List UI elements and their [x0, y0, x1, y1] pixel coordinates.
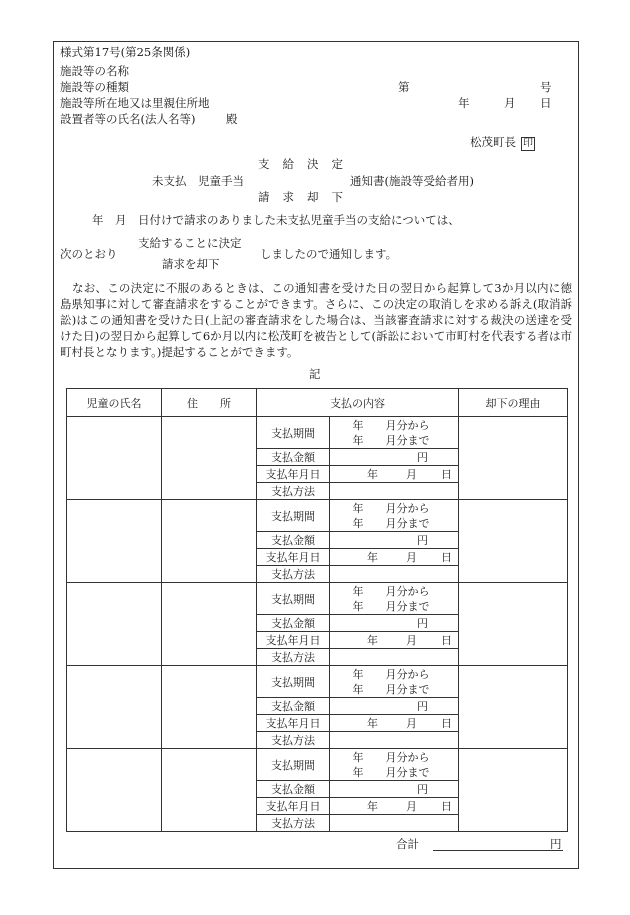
amount-label: 支払金額 — [257, 781, 330, 798]
table-row — [67, 417, 568, 449]
header-child-name: 児童の氏名 — [67, 389, 162, 417]
method-value[interactable] — [330, 483, 459, 500]
method-label: 支払方法 — [257, 483, 330, 500]
period-value[interactable] — [330, 583, 459, 615]
child-name-cell[interactable] — [67, 749, 162, 832]
child-name-cell[interactable] — [67, 666, 162, 749]
table-row — [67, 500, 568, 532]
child-name-cell[interactable] — [67, 500, 162, 583]
date-day-unit: 日 — [441, 634, 452, 647]
body-line2-suffix: しましたので通知します。 — [260, 247, 398, 261]
period-from: 年 月分から — [352, 667, 430, 681]
doc-number-prefix: 第 — [398, 80, 410, 94]
date-day: 日 — [540, 96, 552, 110]
address-cell[interactable] — [162, 500, 257, 583]
table-row — [67, 583, 568, 615]
method-label: 支払方法 — [257, 566, 330, 583]
amount-unit: 円 — [417, 700, 428, 713]
reject-reason-cell[interactable] — [459, 417, 568, 500]
appeal-notice: なお、この決定に不服のあるときは、この通知書を受けた日の翌日から起算して3か月以内に徳島県知事に対して審査請求をすることができます。さらに、この決定の取消しを求める訴え(取消訴訟)はこの通知書を受けた日(上記の審査請求をした場合は、当該審査請求に対する裁決の送達を受けた日)の翌日から起算して6か月以内に松茂町を被告として(訴訟において市町村を代表する者は市町村長となります。)提起することができます。 — [60, 281, 572, 359]
period-from: 年 月分から — [352, 584, 430, 598]
amount-value[interactable] — [330, 781, 459, 798]
method-value[interactable] — [330, 649, 459, 666]
date-label: 支払年月日 — [257, 549, 330, 566]
amount-label: 支払金額 — [257, 532, 330, 549]
date-month-unit: 月 — [406, 800, 417, 813]
date-day-unit: 日 — [441, 468, 452, 481]
date-month-unit: 月 — [406, 468, 417, 481]
amount-label: 支払金額 — [257, 698, 330, 715]
date-label: 支払年月日 — [257, 715, 330, 732]
payment-table — [66, 388, 568, 832]
date-day-unit: 日 — [441, 551, 452, 564]
date-label: 支払年月日 — [257, 466, 330, 483]
table-header-row — [67, 389, 568, 417]
form-number: 様式第17号(第25条関係) — [60, 45, 191, 59]
title-reject: 請求却下 — [258, 190, 356, 204]
period-from: 年 月分から — [352, 750, 430, 764]
date-day-unit: 日 — [441, 717, 452, 730]
period-to: 年 月分まで — [352, 682, 430, 696]
body-line2-prefix: 次のとおり — [60, 247, 118, 261]
period-value[interactable] — [330, 500, 459, 532]
date-label: 支払年月日 — [257, 632, 330, 649]
period-to: 年 月分まで — [352, 433, 430, 447]
child-name-cell[interactable] — [67, 583, 162, 666]
reject-reason-cell[interactable] — [459, 749, 568, 832]
amount-unit: 円 — [417, 617, 428, 630]
date-year: 年 — [458, 96, 470, 110]
amount-value[interactable] — [330, 532, 459, 549]
date-year-unit: 年 — [367, 634, 378, 647]
founder-name-label: 設置者等の氏名(法人名等) — [60, 112, 196, 126]
amount-unit: 円 — [417, 534, 428, 547]
period-from: 年 月分から — [352, 418, 430, 432]
method-value[interactable] — [330, 566, 459, 583]
option-reject: 請求を却下 — [162, 257, 220, 271]
total-underline — [433, 850, 563, 851]
period-label: 支払期間 — [257, 583, 330, 615]
date-month-unit: 月 — [406, 717, 417, 730]
child-name-cell[interactable] — [67, 417, 162, 500]
date-value[interactable] — [330, 632, 459, 649]
reject-reason-cell[interactable] — [459, 500, 568, 583]
header-payment-details: 支払の内容 — [257, 389, 459, 417]
facility-location-label: 施設等所在地又は里親住所地 — [60, 96, 210, 110]
amount-unit: 円 — [417, 451, 428, 464]
method-label: 支払方法 — [257, 649, 330, 666]
period-to: 年 月分まで — [352, 516, 430, 530]
title-prefix: 未支払 児童手当 — [152, 174, 244, 188]
title-decide: 支給決定 — [258, 157, 356, 171]
seal-mark: 印 — [523, 138, 533, 149]
method-label: 支払方法 — [257, 732, 330, 749]
method-value[interactable] — [330, 732, 459, 749]
ki-heading: 記 — [309, 367, 321, 381]
amount-label: 支払金額 — [257, 449, 330, 466]
period-from: 年 月分から — [352, 501, 430, 515]
date-year-unit: 年 — [367, 717, 378, 730]
date-month-unit: 月 — [406, 634, 417, 647]
table-row — [67, 666, 568, 698]
period-label: 支払期間 — [257, 749, 330, 781]
method-value[interactable] — [330, 815, 459, 832]
total-label: 合計 — [396, 837, 419, 851]
address-cell[interactable] — [162, 749, 257, 832]
date-day-unit: 日 — [441, 800, 452, 813]
period-value[interactable] — [330, 417, 459, 449]
doc-number-suffix: 号 — [540, 80, 552, 94]
body-line1: 年 月 日付けで請求のありました未支払児童手当の支給については、 — [92, 213, 460, 227]
amount-value[interactable] — [330, 449, 459, 466]
facility-name-label: 施設等の名称 — [60, 64, 129, 78]
header-address: 住 所 — [162, 389, 257, 417]
amount-value[interactable] — [330, 615, 459, 632]
period-to: 年 月分まで — [352, 765, 430, 779]
date-month-unit: 月 — [406, 551, 417, 564]
honorific: 殿 — [226, 112, 238, 126]
period-value[interactable] — [330, 666, 459, 698]
sender-title: 松茂町長 — [470, 135, 516, 149]
reject-reason-cell[interactable] — [459, 666, 568, 749]
total-unit: 円 — [550, 837, 562, 851]
table-row — [67, 749, 568, 781]
period-label: 支払期間 — [257, 666, 330, 698]
address-cell[interactable] — [162, 666, 257, 749]
amount-value[interactable] — [330, 698, 459, 715]
amount-unit: 円 — [417, 783, 428, 796]
address-cell[interactable] — [162, 583, 257, 666]
period-label: 支払期間 — [257, 500, 330, 532]
date-year-unit: 年 — [367, 468, 378, 481]
period-to: 年 月分まで — [352, 599, 430, 613]
amount-label: 支払金額 — [257, 615, 330, 632]
period-label: 支払期間 — [257, 417, 330, 449]
date-year-unit: 年 — [367, 800, 378, 813]
date-year-unit: 年 — [367, 551, 378, 564]
date-value[interactable] — [330, 549, 459, 566]
title-suffix: 通知書(施設等受給者用) — [350, 174, 474, 188]
method-label: 支払方法 — [257, 815, 330, 832]
date-value[interactable] — [330, 466, 459, 483]
sender — [470, 137, 535, 151]
date-value[interactable] — [330, 798, 459, 815]
date-label: 支払年月日 — [257, 798, 330, 815]
date-month: 月 — [504, 96, 516, 110]
address-cell[interactable] — [162, 417, 257, 500]
option-pay: 支給することに決定 — [138, 236, 242, 250]
period-value[interactable] — [330, 749, 459, 781]
date-value[interactable] — [330, 715, 459, 732]
header-reject-reason: 却下の理由 — [459, 389, 568, 417]
facility-type-label: 施設等の種類 — [60, 80, 129, 94]
reject-reason-cell[interactable] — [459, 583, 568, 666]
